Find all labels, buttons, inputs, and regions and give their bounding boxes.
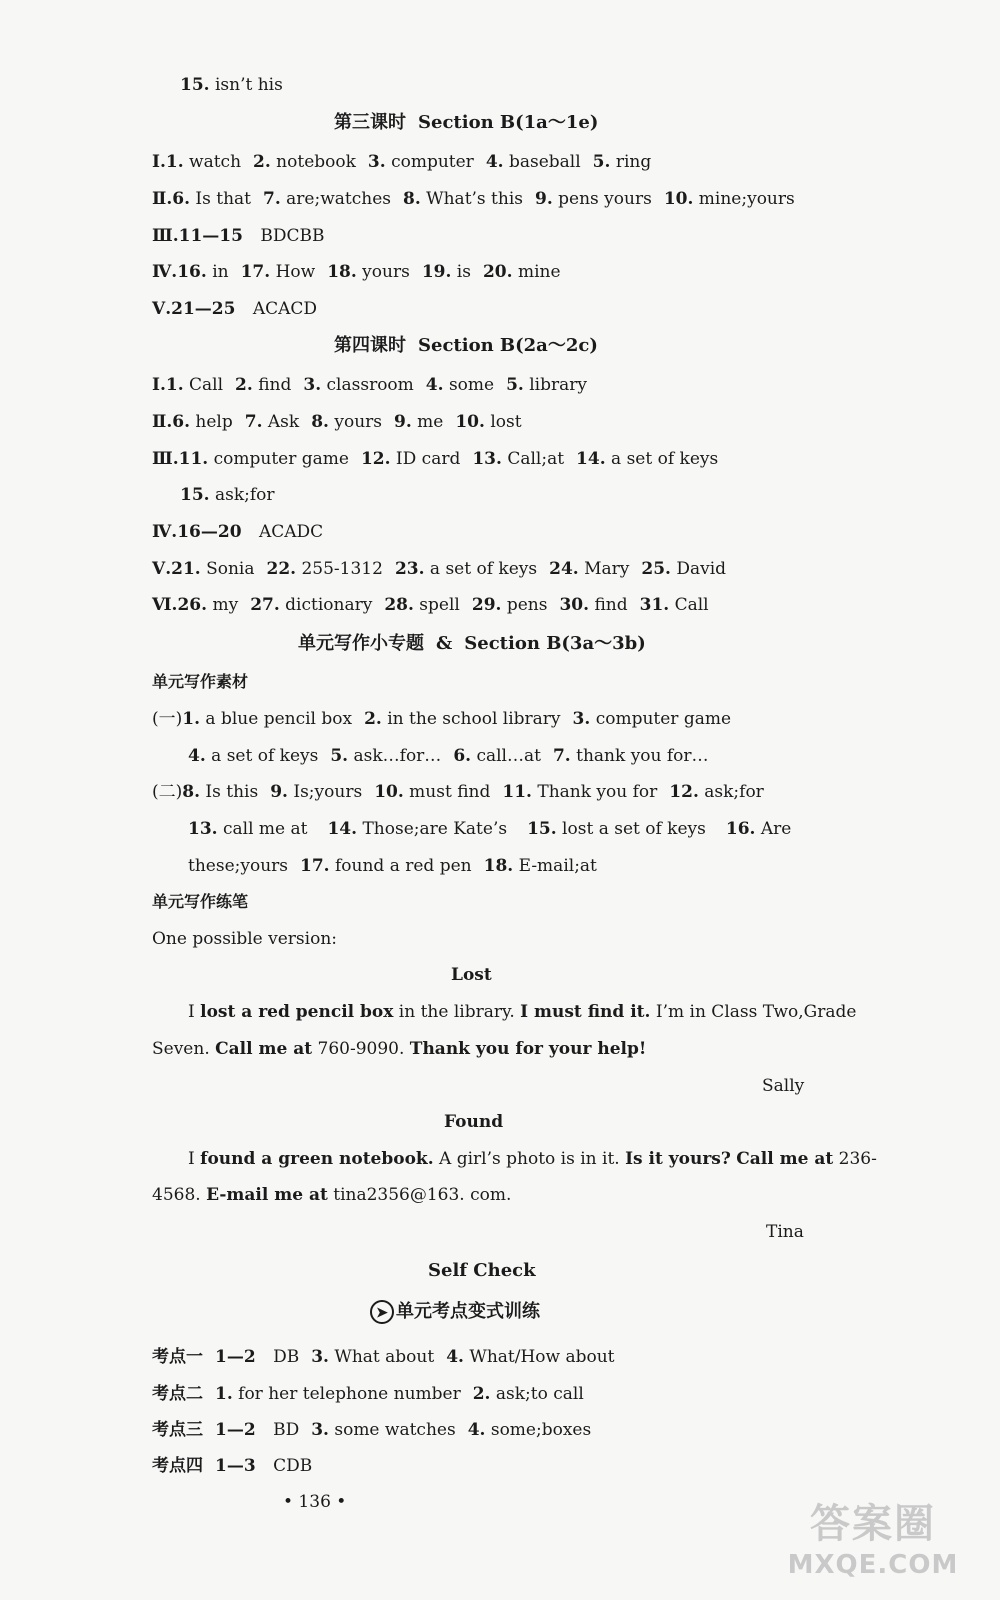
lesson3-heading: 第三课时 Section B(1a～1e): [334, 112, 599, 133]
lesson4-part6: Ⅵ.26. my 27. dictionary 28. spell 29. pens 30. find 31. Call: [152, 595, 709, 615]
possible-version-label: One possible version:: [152, 929, 337, 949]
test-point-3: 考点三 1—2 BD 3. some watches 4. some;boxes: [152, 1420, 592, 1440]
writing-materials-2-cont2: these;yours 17. found a red pen 18. E-mail;at: [188, 856, 597, 876]
writing-materials-2: (二)8. Is this 9. Is;yours 10. must find 11. Thank you for 12. ask;for: [152, 782, 764, 802]
self-check-heading: Self Check: [428, 1260, 536, 1281]
lost-paragraph-line2: Seven. Call me at 760-9090. Thank you for your help!: [152, 1039, 647, 1059]
writing-heading: 单元写作小专题 & Section B(3a～3b): [298, 633, 646, 654]
site-watermark: [768, 1500, 978, 1592]
lost-paragraph-line1: I lost a red pencil box in the library. I must find it. I’m in Class Two,Grade: [188, 1002, 857, 1022]
lesson3-part5: Ⅴ.21—25 ACACD: [152, 299, 318, 319]
watermark-logo-text: 答案圈: [810, 1501, 936, 1547]
lesson4-part3: Ⅲ.11. computer game 12. ID card 13. Call;at 14. a set of keys: [152, 449, 719, 469]
found-paragraph-line2: 4568. E-mail me at tina2356@163. com.: [152, 1185, 512, 1205]
lesson3-part2: Ⅱ.6. Is that 7. are;watches 8. What’s this 9. pens yours 10. mine;yours: [152, 189, 795, 209]
lesson4-part5: Ⅴ.21. Sonia 22. 255-1312 23. a set of keys 24. Mary 25. David: [152, 559, 727, 579]
watermark-url: MXQE.COM: [787, 1550, 959, 1580]
test-point-4: 考点四 1—3 CDB: [152, 1456, 313, 1476]
writing-materials-subheading: 单元写作素材: [152, 672, 249, 691]
lesson3-part4: Ⅳ.16. in 17. How 18. yours 19. is 20. mine: [152, 262, 561, 282]
answer-line-15: 15. isn’t his: [180, 75, 283, 95]
found-signature: Tina: [766, 1222, 804, 1242]
lost-title: Lost: [451, 965, 492, 985]
writing-materials-1-cont: 4. a set of keys 5. ask…for… 6. call…at 7. thank you for…: [188, 746, 709, 766]
lesson4-part1: Ⅰ.1. Call 2. find 3. classroom 4. some 5. library: [152, 375, 587, 395]
test-point-2: 考点二 1. for her telephone number 2. ask;to call: [152, 1384, 584, 1404]
page-number: • 136 •: [283, 1492, 347, 1512]
found-paragraph-line1: I found a green notebook. A girl’s photo is in it. Is it yours? Call me at 236-: [188, 1149, 877, 1169]
lesson3-part1: Ⅰ.1. watch 2. notebook 3. computer 4. baseball 5. ring: [152, 152, 652, 172]
lost-signature: Sally: [762, 1076, 805, 1096]
lesson3-part3: Ⅲ.11—15 BDCBB: [152, 226, 325, 246]
lesson4-part4: Ⅳ.16—20 ACADC: [152, 522, 324, 542]
writing-materials-1: (一)1. a blue pencil box 2. in the school library 3. computer game: [152, 709, 732, 729]
lesson4-heading: 第四课时 Section B(2a～2c): [334, 335, 598, 356]
found-title: Found: [444, 1112, 504, 1132]
lesson4-part2: Ⅱ.6. help 7. Ask 8. yours 9. me 10. lost: [152, 412, 522, 432]
writing-practice-subheading: 单元写作练笔: [152, 892, 249, 911]
test-point-1: 考点一 1—2 DB 3. What about 4. What/How about: [152, 1347, 615, 1367]
arrow-right-circle-icon: ➤: [370, 1300, 394, 1324]
writing-materials-2-cont1: 13. call me at 14. Those;are Kate’s 15. lost a set of keys 16. Are: [188, 819, 792, 839]
lesson4-part3-cont: 15. ask;for: [180, 485, 275, 505]
unit-training-heading: ➤ 单元考点变式训练: [370, 1300, 540, 1324]
